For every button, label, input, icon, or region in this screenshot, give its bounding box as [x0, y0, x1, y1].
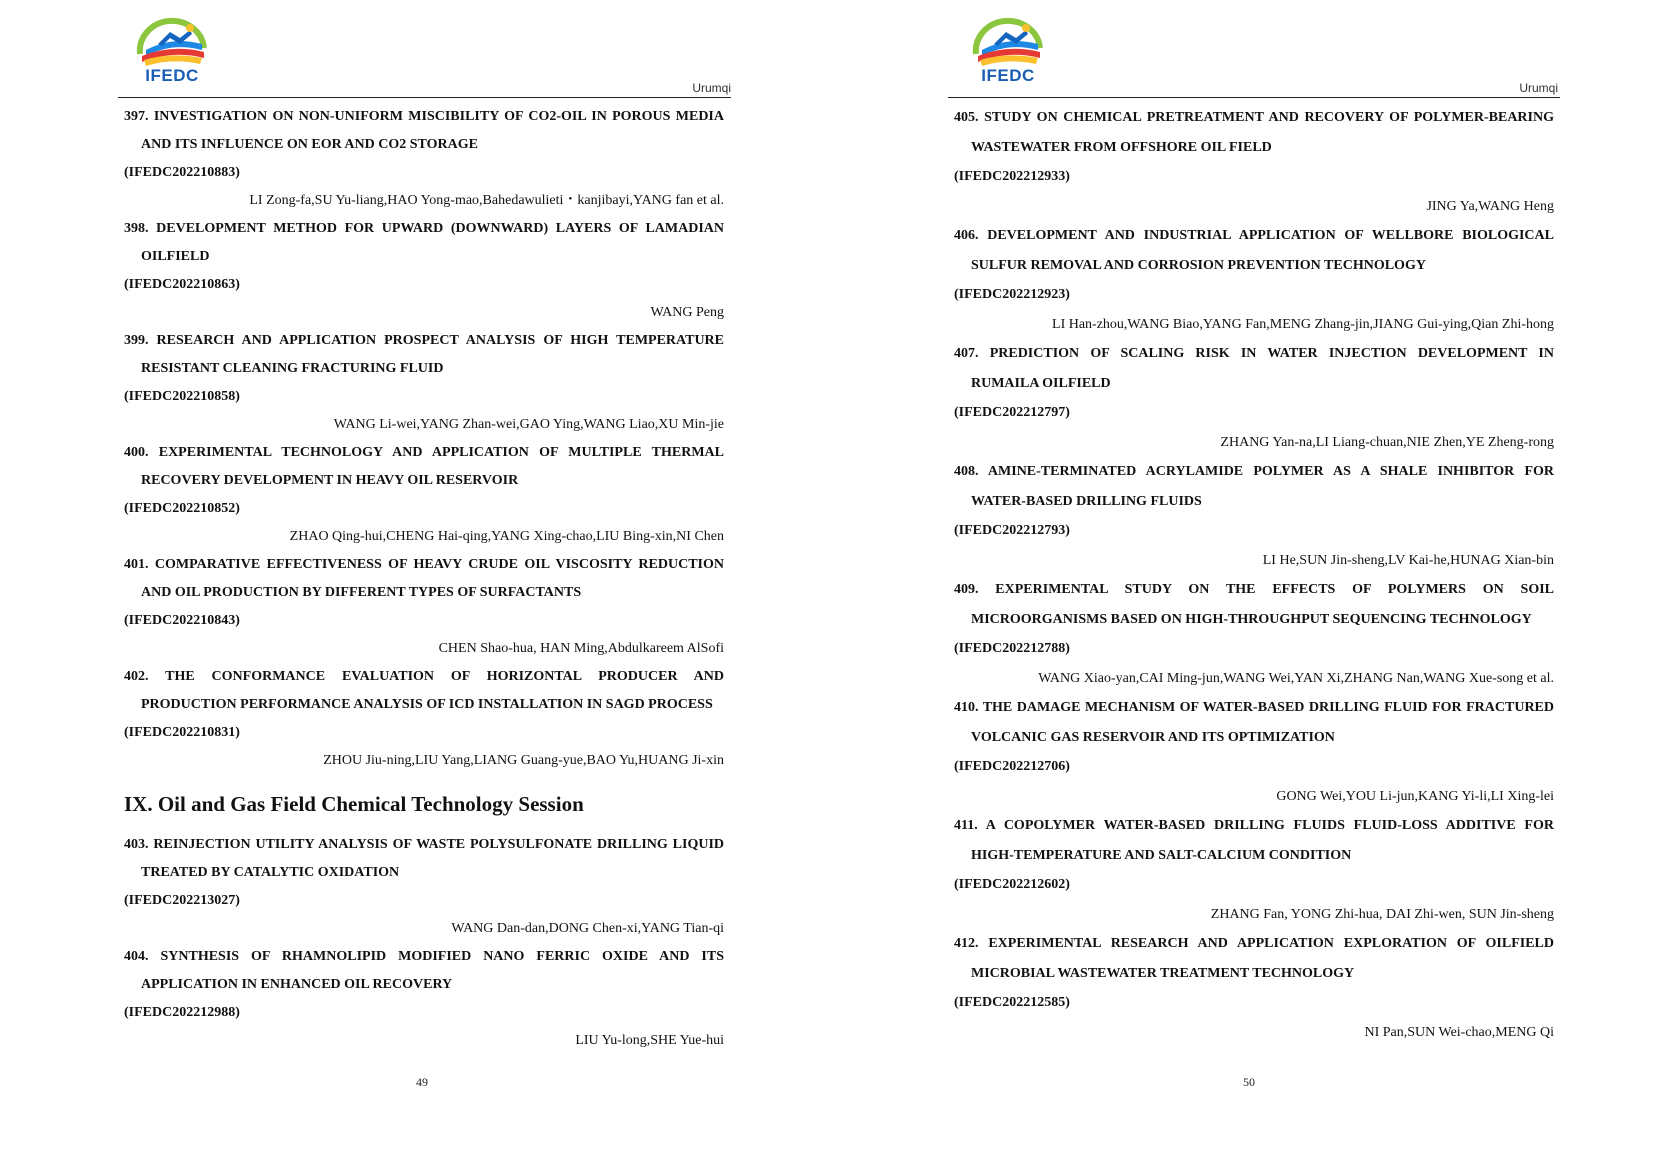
entry	[124, 327, 724, 439]
entry-title: 411. A COPOLYMER WATER-BASED DRILLING FLUIDS FLUID-LOSS ADDITIVE FOR HIGH-TEMPERATURE AND SALT-CALCIUM CONDITION	[954, 818, 1554, 863]
entry-authors: LIU Yu-long,SHE Yue-hui	[575, 1033, 724, 1048]
entry-title: 408. AMINE-TERMINATED ACRYLAMIDE POLYMER AS A SHALE INHIBITOR FOR WATER-BASED DRILLING FLUIDS	[954, 464, 1554, 509]
entry	[124, 551, 724, 663]
entry-authors: ZHOU Jiu-ning,LIU Yang,LIANG Guang-yue,BAO Yu,HUANG Ji-xin	[323, 753, 724, 768]
entry-code: (IFEDC202212933)	[954, 169, 1070, 184]
logo-emblem-icon	[132, 14, 212, 70]
entry-title: 398. DEVELOPMENT METHOD FOR UPWARD (DOWNWARD) LAYERS OF LAMADIAN OILFIELD	[124, 221, 724, 264]
entry	[954, 929, 1554, 1047]
entry	[954, 221, 1554, 339]
page-number: 50	[1243, 1075, 1255, 1089]
entry-title: 404. SYNTHESIS OF RHAMNOLIPID MODIFIED NANO FERRIC OXIDE AND ITS APPLICATION IN ENHANCED OIL RECOVERY	[124, 949, 724, 992]
entry-authors: NI Pan,SUN Wei-chao,MENG Qi	[1364, 1024, 1554, 1040]
entry-authors: CHEN Shao-hua, HAN Ming,Abdulkareem AlSofi	[438, 641, 724, 656]
entry-code: (IFEDC202212797)	[954, 405, 1070, 420]
entry-authors: WANG Dan-dan,DONG Chen-xi,YANG Tian-qi	[451, 921, 724, 936]
entry-code: (IFEDC202210852)	[124, 501, 240, 516]
entry-code: (IFEDC202212602)	[954, 877, 1070, 892]
page-number: 49	[416, 1075, 428, 1089]
entry-authors: WANG Li-wei,YANG Zhan-wei,GAO Ying,WANG Liao,XU Min-jie	[333, 417, 724, 432]
entry-list	[124, 103, 724, 1055]
entry-code: (IFEDC202210883)	[124, 165, 240, 180]
entry-code: (IFEDC202212923)	[954, 287, 1070, 302]
header-city: Urumqi	[692, 81, 731, 95]
entry-authors: LI Zong-fa,SU Yu-liang,HAO Yong-mao,Bahedawulieti・kanjibayi,YANG fan et al.	[249, 193, 724, 208]
entry-title: 406. DEVELOPMENT AND INDUSTRIAL APPLICATION OF WELLBORE BIOLOGICAL SULFUR REMOVAL AND CORROSION PREVENTION TECHNOLOGY	[954, 228, 1554, 273]
entry	[954, 811, 1554, 929]
entry-code: (IFEDC202212706)	[954, 759, 1070, 774]
entry-authors: WANG Xiao-yan,CAI Ming-jun,WANG Wei,YAN Xi,ZHANG Nan,WANG Xue-song et al.	[1038, 670, 1554, 686]
logo-emblem-icon	[968, 14, 1048, 70]
entry-code: (IFEDC202210863)	[124, 277, 240, 292]
entry-code: (IFEDC202210831)	[124, 725, 240, 740]
entry-title: 405. STUDY ON CHEMICAL PRETREATMENT AND RECOVERY OF POLYMER-BEARING WASTEWATER FROM OFFSHORE OIL FIELD	[954, 110, 1554, 155]
header-rule	[118, 97, 731, 98]
entry-title: 407. PREDICTION OF SCALING RISK IN WATER INJECTION DEVELOPMENT IN RUMAILA OILFIELD	[954, 346, 1554, 391]
entry	[954, 103, 1554, 221]
entry-code: (IFEDC202212793)	[954, 523, 1070, 538]
entry	[124, 831, 724, 943]
entry-list	[954, 103, 1554, 1047]
header-rule	[948, 97, 1560, 98]
entry	[124, 663, 724, 775]
entry-authors: LI He,SUN Jin-sheng,LV Kai-he,HUNAG Xian-bin	[1262, 552, 1554, 568]
header-city: Urumqi	[1519, 81, 1558, 95]
entry-title: 399. RESEARCH AND APPLICATION PROSPECT ANALYSIS OF HIGH TEMPERATURE RESISTANT CLEANING FRACTURING FLUID	[124, 333, 724, 376]
entry-title: 402. THE CONFORMANCE EVALUATION OF HORIZONTAL PRODUCER AND PRODUCTION PERFORMANCE ANALYSIS OF ICD INSTALLATION IN SAGD PROCESS	[124, 669, 724, 712]
entry-authors: ZHANG Fan, YONG Zhi-hua, DAI Zhi-wen, SUN Jin-sheng	[1210, 906, 1554, 922]
entry-title: 410. THE DAMAGE MECHANISM OF WATER-BASED DRILLING FLUID FOR FRACTURED VOLCANIC GAS RESERVOIR AND ITS OPTIMIZATION	[954, 700, 1554, 745]
entry-title: 401. COMPARATIVE EFFECTIVENESS OF HEAVY CRUDE OIL VISCOSITY REDUCTION AND OIL PRODUCTION BY DIFFERENT TYPES OF SURFACTANTS	[124, 557, 724, 600]
ifedc-logo	[968, 14, 1048, 90]
entry-authors: WANG Peng	[650, 305, 724, 320]
entry-code: (IFEDC202212788)	[954, 641, 1070, 656]
entry-title: 400. EXPERIMENTAL TECHNOLOGY AND APPLICATION OF MULTIPLE THERMAL RECOVERY DEVELOPMENT IN HEAVY OIL RESERVOIR	[124, 445, 724, 488]
logo-text: IFEDC	[145, 66, 199, 85]
entry-title: 403. REINJECTION UTILITY ANALYSIS OF WASTE POLYSULFONATE DRILLING LIQUID TREATED BY CATALYTIC OXIDATION	[124, 837, 724, 880]
ifedc-logo	[132, 14, 212, 90]
entry-code: (IFEDC202212585)	[954, 995, 1070, 1010]
entry-code: (IFEDC202210858)	[124, 389, 240, 404]
section-heading: IX. Oil and Gas Field Chemical Technology Session	[124, 792, 584, 816]
entry	[954, 693, 1554, 811]
logo-text: IFEDC	[981, 66, 1035, 85]
entry-authors: GONG Wei,YOU Li-jun,KANG Yi-li,LI Xing-lei	[1276, 788, 1554, 804]
entry	[954, 575, 1554, 693]
entry	[124, 103, 724, 215]
entry-code: (IFEDC202212988)	[124, 1005, 240, 1020]
entry-authors: LI Han-zhou,WANG Biao,YANG Fan,MENG Zhang-jin,JIANG Gui-ying,Qian Zhi-hong	[1052, 316, 1554, 332]
entry-code: (IFEDC202210843)	[124, 613, 240, 628]
entry-title: 412. EXPERIMENTAL RESEARCH AND APPLICATION EXPLORATION OF OILFIELD MICROBIAL WASTEWATER TREATMENT TECHNOLOGY	[954, 936, 1554, 981]
entry	[124, 439, 724, 551]
entry-title: 409. EXPERIMENTAL STUDY ON THE EFFECTS OF POLYMERS ON SOIL MICROORGANISMS BASED ON HIGH-THROUGHPUT SEQUENCING TECHNOLOGY	[954, 582, 1554, 627]
page-50	[827, 0, 1654, 1169]
entry-code: (IFEDC202213027)	[124, 893, 240, 908]
entry	[124, 215, 724, 327]
entry	[124, 943, 724, 1055]
entry-title: 397. INVESTIGATION ON NON-UNIFORM MISCIBILITY OF CO2-OIL IN POROUS MEDIA AND ITS INFLUENCE ON EOR AND CO2 STORAGE	[124, 109, 724, 152]
entry-authors: JING Ya,WANG Heng	[1426, 198, 1554, 214]
entry	[954, 457, 1554, 575]
entry	[954, 339, 1554, 457]
entry-authors: ZHANG Yan-na,LI Liang-chuan,NIE Zhen,YE Zheng-rong	[1220, 434, 1554, 450]
entry-authors: ZHAO Qing-hui,CHENG Hai-qing,YANG Xing-chao,LIU Bing-xin,NI Chen	[289, 529, 724, 544]
